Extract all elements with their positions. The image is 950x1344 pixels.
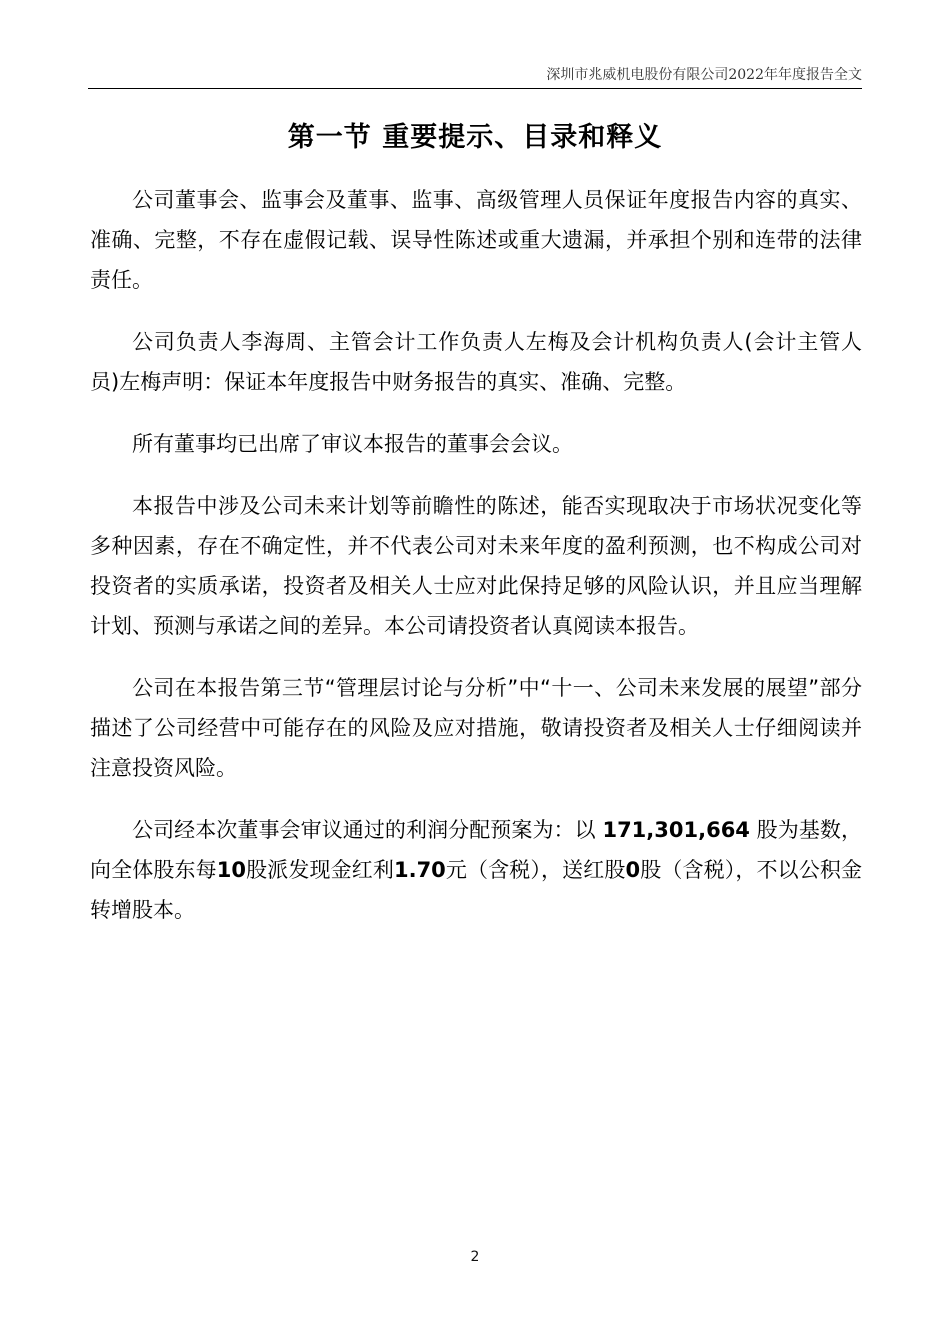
paragraph-forward-looking: 本报告中涉及公司未来计划等前瞻性的陈述，能否实现取决于市场状况变化等多种因素，存在不确定性，并不代表公司对未来年度的盈利预测，也不构成公司对投资者的实质承诺，投资者及相关人士应对此保持足够的风险认识，并且应当理解计划、预测与承诺之间的差异。本公司请投资者认真阅读本报告。 — [90, 494, 862, 638]
running-header: 深圳市兆威机电股份有限公司2022年年度报告全文 — [546, 67, 862, 83]
paragraph-responsibility-statement: 公司董事会、监事会及董事、监事、高级管理人员保证年度报告内容的真实、准确、完整，不存在虚假记载、误导性陈述或重大遗漏，并承担个别和连带的法律责任。 — [90, 188, 862, 292]
page-number: 2 — [470, 1249, 480, 1265]
profit-text-1: 公司经本次董事会审议通过的利润分配预案为：以 — [132, 818, 603, 842]
share-base-value: 171,301,664 — [602, 818, 750, 842]
paragraph-board-attendance: 所有董事均已出席了审议本报告的董事会会议。 — [132, 432, 573, 456]
paragraph-profit-distribution — [90, 810, 862, 930]
paragraph-financial-declaration: 公司负责人李海周、主管会计工作负责人左梅及会计机构负责人(会计主管人员)左梅声明：保证本年度报告中财务报告的真实、准确、完整。 — [90, 330, 862, 394]
document-body — [90, 180, 862, 952]
cash-dividend-value: 1.70 — [393, 858, 446, 882]
profit-text-5: 股（含税），不以公积金转增股本。 — [90, 858, 863, 922]
section-title: 第一节 重要提示、目录和释义 — [287, 122, 663, 153]
header-divider — [88, 88, 862, 89]
paragraph-risk-notice: 公司在本报告第三节“管理层讨论与分析”中“十一、公司未来发展的展望”部分描述了公司经营中可能存在的风险及应对措施，敬请投资者及相关人士仔细阅读并注意投资风险。 — [90, 676, 862, 780]
per-shares-value: 10 — [216, 858, 246, 882]
profit-text-2: 股为基数，向全体股东每 — [90, 818, 862, 882]
bonus-shares-value: 0 — [625, 858, 641, 882]
profit-text-3: 股派发现金红利 — [245, 858, 394, 882]
profit-text-4: 元（含税），送红股 — [445, 858, 626, 882]
